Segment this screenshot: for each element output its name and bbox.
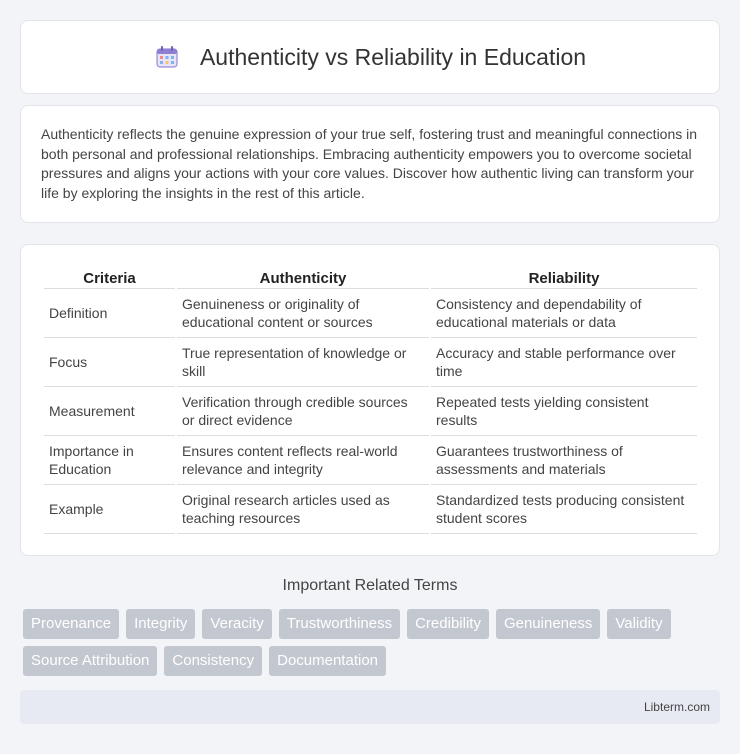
- table-cell: Genuineness or originality of educational content or sources: [177, 289, 429, 338]
- tag-consistency[interactable]: Consistency: [164, 646, 262, 676]
- calendar-icon: [154, 44, 180, 70]
- table-row: [44, 436, 697, 485]
- table-cell: Verification through credible sources or direct evidence: [177, 387, 429, 436]
- table-cell: Importance in Education: [44, 436, 175, 485]
- table-cell: Focus: [44, 338, 175, 387]
- tag-provenance[interactable]: Provenance: [23, 609, 119, 639]
- table-cell: Original research articles used as teaching resources: [177, 485, 429, 534]
- table-row: [44, 338, 697, 387]
- table-row: [44, 387, 697, 436]
- table-cell: Standardized tests producing consistent student scores: [431, 485, 697, 534]
- table-cell: Repeated tests yielding consistent results: [431, 387, 697, 436]
- table-row: [44, 289, 697, 338]
- title-card: [20, 20, 720, 94]
- tag-source-attribution[interactable]: Source Attribution: [23, 646, 157, 676]
- tag-trustworthiness[interactable]: Trustworthiness: [279, 609, 400, 639]
- tag-genuineness[interactable]: Genuineness: [496, 609, 600, 639]
- intro-text: Authenticity reflects the genuine expression of your true self, fostering trust and meaningful connections in both personal and professional relationships. Embracing authenticity empowers you to overcome societal pressures and aligns your actions with your core values. Discover how authentic living can transform your life by exploring the insights in the rest of this article.: [41, 126, 698, 201]
- tag-validity[interactable]: Validity: [607, 609, 670, 639]
- column-header: Reliability: [431, 265, 697, 289]
- related-terms-title: Important Related Terms: [282, 577, 458, 594]
- comparison-table: [42, 265, 699, 534]
- table-cell: Guarantees trustworthiness of assessments and materials: [431, 436, 697, 485]
- table-cell: Definition: [44, 289, 175, 338]
- comparison-table-card: [20, 244, 720, 556]
- table-cell: Measurement: [44, 387, 175, 436]
- related-terms-tags: [23, 609, 723, 683]
- page-title: Authenticity vs Reliability in Education: [199, 43, 587, 70]
- footer: [20, 690, 720, 724]
- table-cell: Consistency and dependability of educational materials or data: [431, 289, 697, 338]
- table-header-row: [44, 265, 697, 289]
- tag-credibility[interactable]: Credibility: [407, 609, 489, 639]
- table-row: [44, 485, 697, 534]
- table-cell: Ensures content reflects real-world relevance and integrity: [177, 436, 429, 485]
- table-cell: True representation of knowledge or skill: [177, 338, 429, 387]
- table-cell: Example: [44, 485, 175, 534]
- table-cell: Accuracy and stable performance over time: [431, 338, 697, 387]
- tag-integrity[interactable]: Integrity: [126, 609, 195, 639]
- tag-documentation[interactable]: Documentation: [269, 646, 386, 676]
- intro-card: [20, 105, 720, 223]
- column-header: Authenticity: [177, 265, 429, 289]
- tag-veracity[interactable]: Veracity: [202, 609, 271, 639]
- footer-site-link[interactable]: Libterm.com: [643, 700, 710, 714]
- column-header: Criteria: [44, 265, 175, 289]
